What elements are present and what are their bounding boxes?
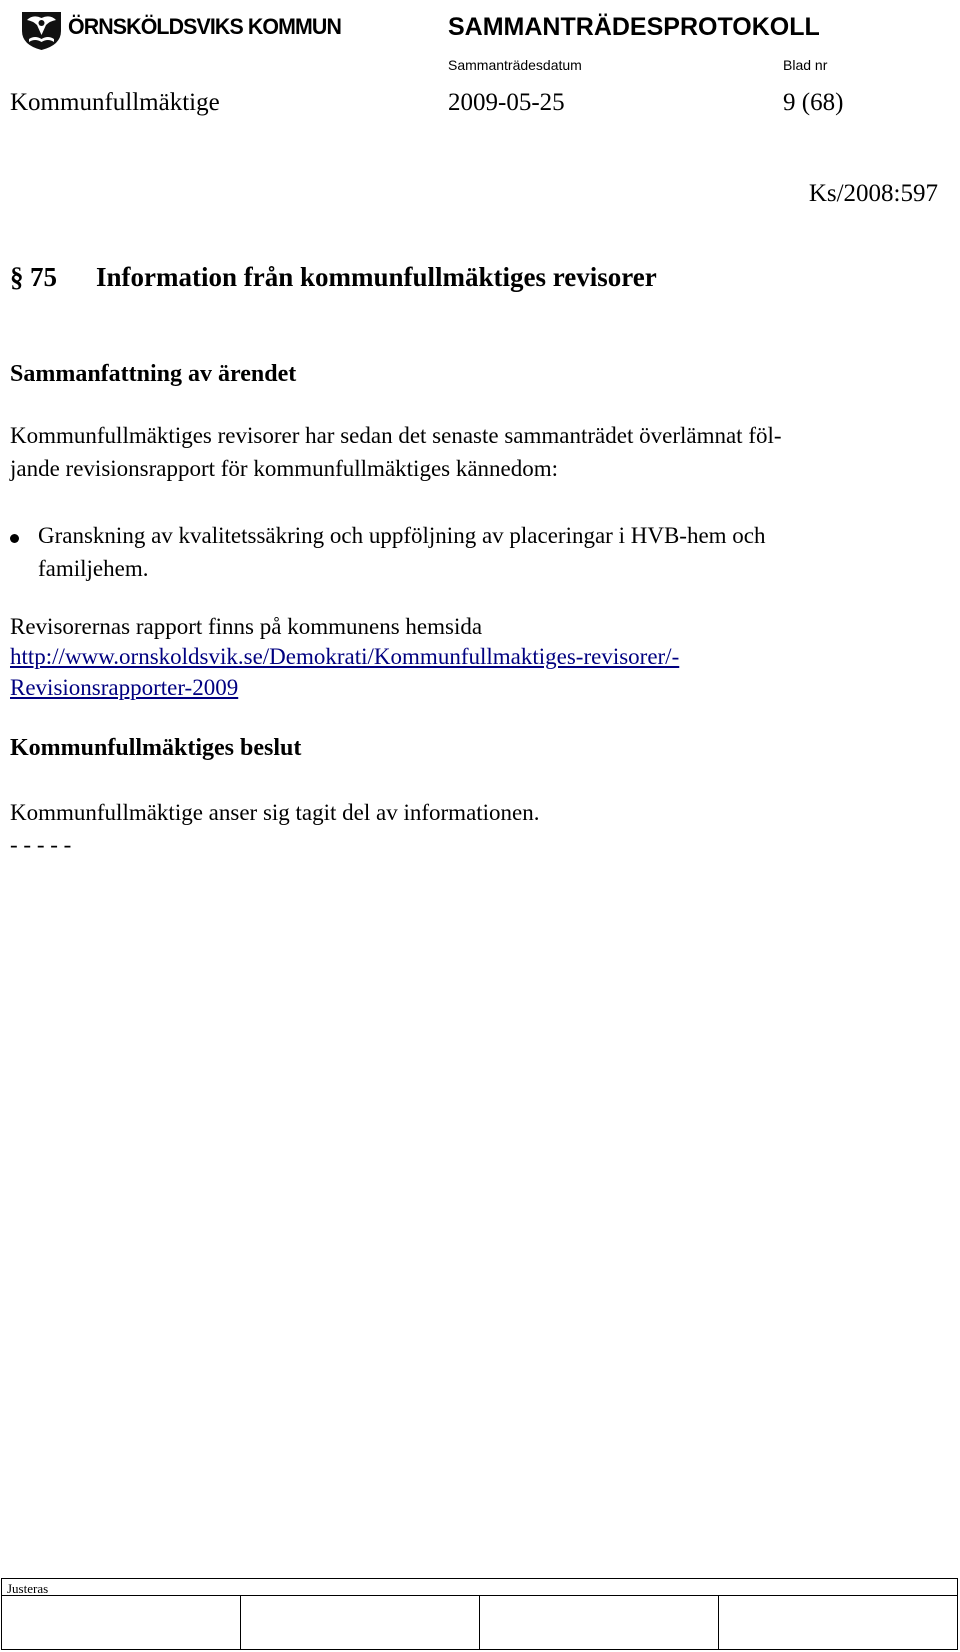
section-symbol: § — [10, 262, 24, 292]
page-number-label: Blad nr — [783, 57, 828, 73]
signature-cell[interactable] — [241, 1596, 480, 1649]
signature-row — [2, 1595, 957, 1649]
summary-line-1: Kommunfullmäktiges revisorer har sedan det senaste sammanträdet överlämnat föl- — [10, 423, 782, 448]
section-heading — [10, 262, 657, 293]
meeting-date: 2009-05-25 — [448, 89, 565, 116]
organization-name: ÖRNSKÖLDSVIKS KOMMUN — [68, 14, 342, 39]
bullet-marker — [10, 534, 19, 543]
end-marker: - - - - - — [10, 832, 72, 857]
committee-name: Kommunfullmäktige — [10, 89, 220, 116]
report-link-line-1[interactable]: http://www.ornskoldsvik.se/Demokrati/Kommunfullmaktiges-revisorer/- — [10, 644, 680, 669]
section-number: 75 — [30, 262, 57, 292]
bullet-line-2: familjehem. — [38, 556, 149, 581]
decision-text: Kommunfullmäktige anser sig tagit del av informationen. — [10, 800, 540, 825]
signature-label: Justeras — [7, 1581, 49, 1596]
decision-heading: Kommunfullmäktiges beslut — [10, 735, 302, 761]
document-title: SAMMANTRÄDESPROTOKOLL — [448, 13, 820, 41]
bullet-item — [38, 519, 766, 585]
case-number: Ks/2008:597 — [808, 180, 938, 207]
signature-cell[interactable] — [480, 1596, 719, 1649]
bullet-line-1: Granskning av kvalitetssäkring och uppföljning av placeringar i HVB-hem och — [38, 523, 766, 548]
signature-cell[interactable] — [2, 1596, 241, 1649]
signature-table — [1, 1578, 958, 1650]
signature-cell[interactable] — [719, 1596, 957, 1649]
summary-heading: Sammanfattning av ärendet — [10, 361, 297, 387]
meeting-date-label: Sammanträdesdatum — [448, 57, 582, 73]
summary-line-2: jande revisionsrapport för kommunfullmäktiges kännedom: — [10, 456, 559, 481]
municipality-crest-icon — [19, 9, 64, 51]
page-number: 9 (68) — [783, 89, 844, 116]
report-text: Revisorernas rapport finns på kommunens hemsida — [10, 614, 483, 639]
report-link-line-2[interactable]: Revisionsrapporter-2009 — [10, 675, 239, 700]
section-title: Information från kommunfullmäktiges revisorer — [96, 262, 657, 292]
